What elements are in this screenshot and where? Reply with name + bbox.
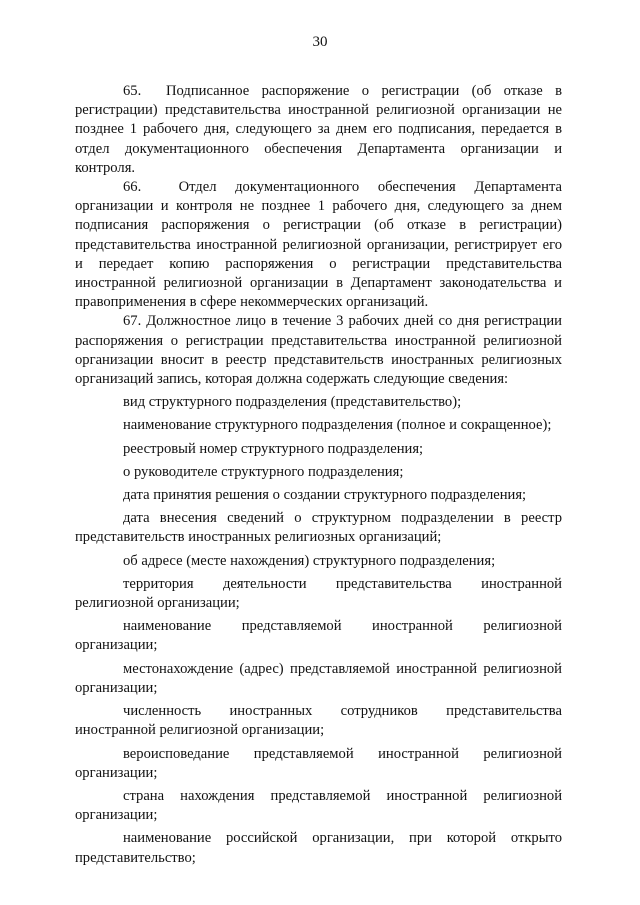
list-item: дата принятия решения о создании структурного подразделения; bbox=[123, 487, 527, 504]
list-item: наименование российской организации, при которой открыто представительство; bbox=[75, 830, 562, 866]
paragraph-66: 66. Отдел документационного обеспечения Департамента организации и контроля не позднее 1 рабочего дня, следующего за днем подписания распоряжения о регистрации (об отказе в регистрации) представительства иностранной религиозной организации, регистрирует его и передает копию распоряжения о регистрации представительства иностранной религиозной организации в Департамент законодательства и правоприменения в сфере некоммерческих организаций. bbox=[75, 179, 562, 311]
list-item: вид структурного подразделения (представительство); bbox=[123, 394, 462, 411]
list-item: численность иностранных сотрудников представительства иностранной религиозной организации; bbox=[75, 703, 562, 739]
list-item: вероисповедание представляемой иностранной религиозной организации; bbox=[75, 745, 562, 781]
list-item: местонахождение (адрес) представляемой иностранной религиозной организации; bbox=[75, 660, 562, 696]
list-item: об адресе (месте нахождения) структурного подразделения; bbox=[123, 552, 496, 569]
paragraph-65: 65. Подписанное распоряжение о регистрации (об отказе в регистрации) представительства иностранной религиозной организации не позднее 1 рабочего дня, следующего за днем его подписания, передается в отдел документационного обеспечения Департамента организации и контроля. bbox=[75, 83, 562, 176]
list-item: реестровый номер структурного подразделения; bbox=[123, 440, 424, 457]
list-item: территория деятельности представительства иностранной религиозной организации; bbox=[75, 575, 562, 612]
page-number: 30 bbox=[312, 34, 328, 50]
list-item: наименование представляемой иностранной религиозной организации; bbox=[75, 618, 562, 654]
list-item: о руководителе структурного подразделения; bbox=[123, 463, 404, 480]
paragraph-67: 67. Должностное лицо в течение 3 рабочих дней со дня регистрации распоряжения о регистрации представительства иностранной религиозной организации вносит в реестр представительств иностранных религиозных организаций запись, которая должна содержать следующие сведения: bbox=[75, 313, 562, 388]
list-item: дата внесения сведений о структурном подразделении в реестр представительств иностранных религиозных организаций; bbox=[75, 510, 562, 546]
document-body bbox=[75, 82, 562, 868]
list-item: наименование структурного подразделения (полное и сокращенное); bbox=[123, 417, 552, 434]
list-item: страна нахождения представляемой иностранной религиозной организации; bbox=[75, 787, 562, 824]
